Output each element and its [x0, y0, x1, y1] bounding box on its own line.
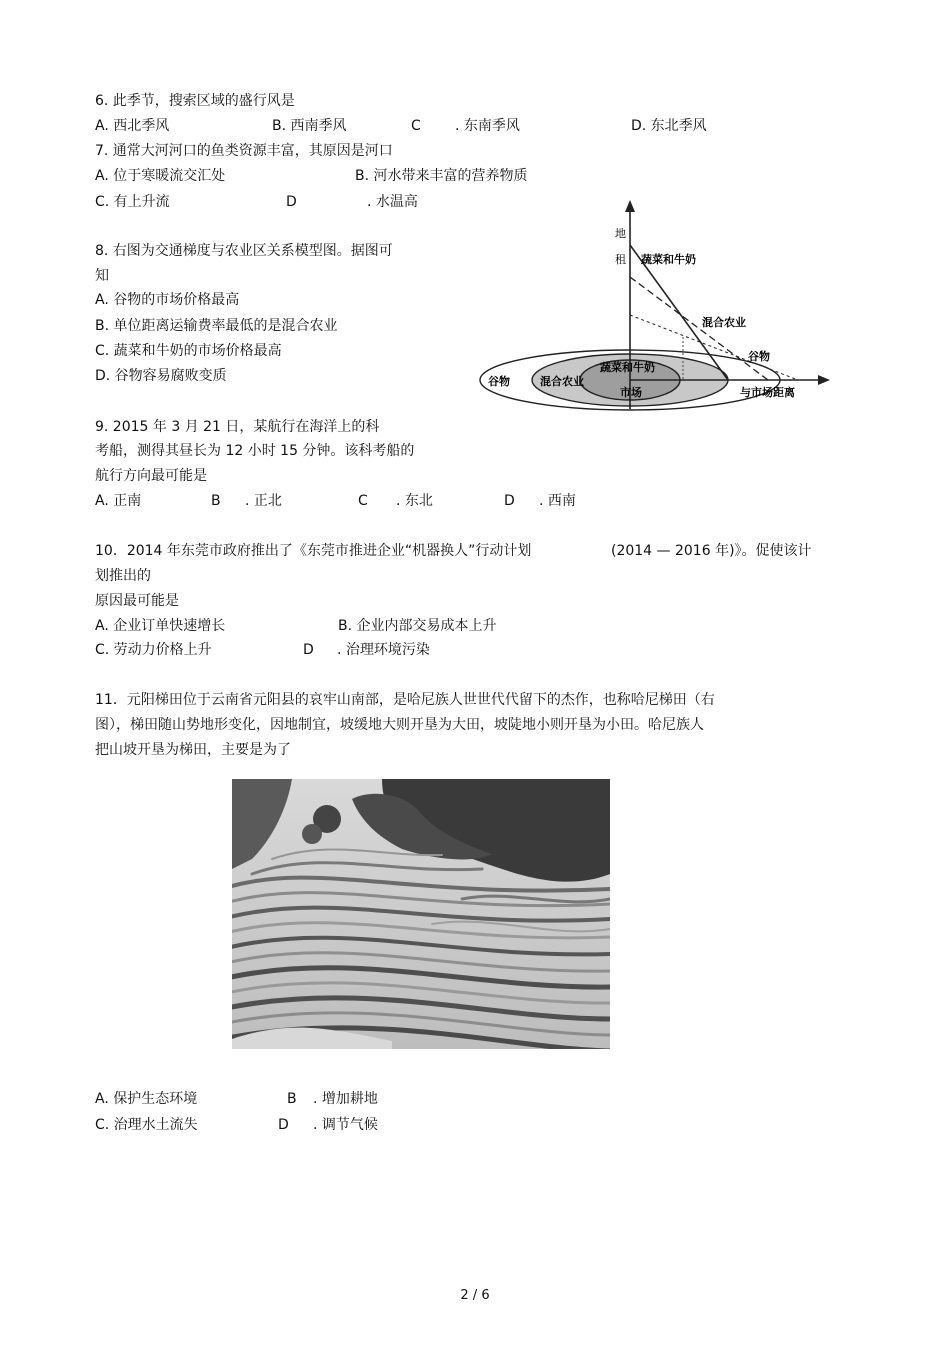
q6-option-d: D. 东北季风 [631, 118, 707, 134]
q9-stem-line2: 考船，测得其昼长为 12 小时 15 分钟。该科考船的 [95, 443, 415, 459]
q8-option-d: D. 谷物容易腐败变质 [95, 368, 227, 384]
q8-option-b: B. 单位距离运输费率最低的是混合农业 [95, 318, 338, 334]
line-label-dairy: 蔬菜和牛奶 [641, 253, 696, 266]
q6-option-c-letter: C [411, 118, 421, 134]
q11-option-b-letter: B [287, 1091, 297, 1107]
q11-option-c: C. 治理水土流失 [95, 1117, 198, 1133]
q10-option-a: A. 企业订单快速增长 [95, 618, 226, 634]
q11-option-d-letter: D [278, 1117, 289, 1133]
q8-option-c: C. 蔬菜和牛奶的市场价格最高 [95, 343, 282, 359]
q7-option-d-text: . 水温高 [367, 194, 418, 210]
q10-option-c: C. 劳动力价格上升 [95, 642, 212, 658]
q8-stem-line1: 8. 右图为交通梯度与农业区关系模型图。据图可 [95, 243, 393, 259]
q9-option-b-letter: B [211, 493, 221, 509]
q9-option-d-letter: D [504, 493, 515, 509]
terraced-fields-photo [232, 779, 610, 1049]
q9-option-c-text: . 东北 [396, 493, 433, 509]
q9-option-a: A. 正南 [95, 493, 142, 509]
q10-stem-line1b: (2014 — 2016 年)》。促使该计 [611, 543, 812, 559]
q11-option-d-text: . 调节气候 [313, 1117, 378, 1133]
ring-label-grain: 谷物 [488, 375, 510, 388]
x-axis-arrow [818, 375, 830, 385]
y-axis-label-2: 租 [615, 253, 626, 266]
q6-option-c-text: . 东南季风 [455, 118, 520, 134]
q7-option-d-letter: D [286, 194, 297, 210]
q9-stem-line1: 9. 2015 年 3 月 21 日，某航行在海洋上的科 [95, 419, 380, 435]
y-axis-label-1: 地 [615, 227, 626, 240]
ring-label-dairy: 蔬菜和牛奶 [600, 361, 655, 374]
q11-stem-line3: 把山坡开垦为梯田，主要是为了 [95, 742, 291, 758]
q9-option-d-text: . 西南 [539, 493, 576, 509]
q7-option-c: C. 有上升流 [95, 194, 170, 210]
page-number: 2 / 6 [460, 1288, 490, 1303]
line-label-grain: 谷物 [748, 350, 770, 363]
q7-option-a: A. 位于寒暖流交汇处 [95, 168, 226, 184]
q6-option-a: A. 西北季风 [95, 118, 170, 134]
q6-stem: 6. 此季节，搜索区域的盛行风是 [95, 93, 295, 109]
q9-stem-line3: 航行方向最可能是 [95, 468, 207, 484]
q10-stem-line3: 原因最可能是 [95, 593, 179, 609]
y-axis-arrow [625, 200, 635, 212]
q11-stem-line2: 图），梯田随山势地形变化，因地制宜，坡缓地大则开垦为大田，坡陡地小则开垦为小田。哈尼族人 [95, 717, 704, 733]
x-axis-label: 与市场距离 [740, 386, 795, 399]
line-label-mixed: 混合农业 [702, 316, 746, 329]
q6-option-b: B. 西南季风 [272, 118, 347, 134]
ring-label-market: 市场 [620, 386, 642, 399]
agriculture-zone-diagram [478, 197, 838, 412]
q10-stem-line2: 划推出的 [95, 568, 151, 584]
q10-option-d-text: . 治理环境污染 [337, 642, 430, 658]
q10-stem-line1: 10．2014 年东莞市政府推出了《东莞市推进企业“机器换人”行动计划 [95, 543, 532, 559]
ring-label-mixed: 混合农业 [540, 375, 584, 388]
q10-option-b: B. 企业内部交易成本上升 [338, 618, 497, 634]
q7-option-b: B. 河水带来丰富的营养物质 [355, 168, 528, 184]
q11-option-a: A. 保护生态环境 [95, 1091, 198, 1107]
q8-stem-line2: 知 [95, 268, 109, 284]
q10-option-d-letter: D [303, 642, 314, 658]
q9-option-b-text: . 正北 [245, 493, 282, 509]
q8-option-a: A. 谷物的市场价格最高 [95, 292, 240, 308]
q9-option-c-letter: C [358, 493, 368, 509]
q11-option-b-text: . 增加耕地 [313, 1091, 378, 1107]
q11-stem-line1: 11．元阳梯田位于云南省元阳县的哀牢山南部，是哈尼族人世世代代留下的杰作，也称哈尼梯田（右 [95, 692, 715, 708]
q7-stem: 7. 通常大河河口的鱼类资源丰富，其原因是河口 [95, 143, 393, 159]
